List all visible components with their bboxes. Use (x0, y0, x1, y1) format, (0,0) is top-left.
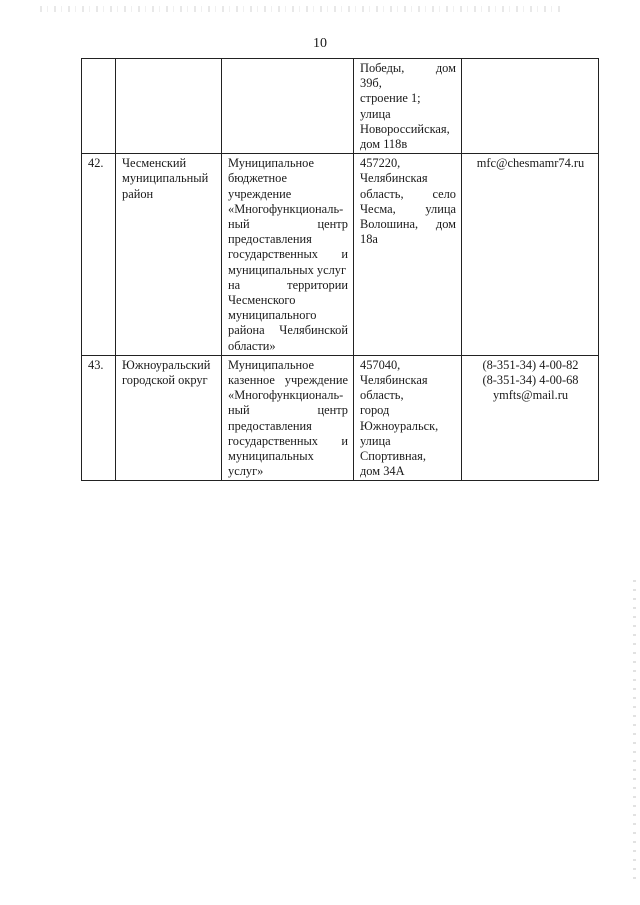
institution-cell (222, 355, 354, 481)
address-line: Победы, дом (360, 61, 456, 75)
table-row (82, 59, 599, 154)
institution-cell (222, 59, 354, 154)
institution-line: бюджетное (228, 171, 288, 186)
table-row (82, 355, 599, 481)
institution-line: предоставления (228, 232, 312, 247)
table-row (82, 154, 599, 356)
contact-email: mfc@chesmamr74.ru (476, 156, 585, 171)
address-cell (354, 154, 462, 356)
row-number: 43. (82, 355, 116, 481)
address-line: Чесма, улица (360, 201, 456, 216)
address-line: дом 118в (360, 137, 408, 152)
address-line: улица (360, 433, 391, 448)
address-line: Южноуральск, (360, 418, 439, 433)
institution-line: учреждение (228, 186, 292, 201)
address-line: Спортивная, (360, 449, 426, 464)
address-line: Челябинская (360, 171, 428, 186)
contact-phone: (8-351-34) 4-00-68 (482, 373, 579, 388)
address-line: 18а (360, 232, 378, 247)
institution-line: муниципальных (228, 449, 314, 464)
institution-line: услуг» (228, 464, 264, 479)
institution-line: государственных и (228, 247, 348, 262)
contact-phone: (8-351-34) 4-00-82 (482, 357, 579, 372)
address-line: Новороссийская, (360, 121, 450, 136)
address-cell (354, 59, 462, 154)
institution-line: ный центр (228, 403, 348, 418)
contacts-cell (462, 154, 599, 356)
municipality-cell (116, 59, 222, 154)
institution-line: муниципального (228, 308, 317, 323)
address-line: область, (360, 388, 404, 403)
institution-line: Чесменского (228, 293, 296, 308)
institution-line: на территории (228, 277, 348, 292)
institution-line: государственных и (228, 433, 348, 448)
row-number (82, 59, 116, 154)
institution-line: ный центр (228, 217, 348, 232)
address-line: дом 34А (360, 464, 405, 479)
contacts-cell (462, 59, 599, 154)
address-cell (354, 355, 462, 481)
institution-cell (222, 154, 354, 356)
contact-email: ymfts@mail.ru (492, 388, 569, 403)
row-number: 42. (82, 154, 116, 356)
institution-line: «Многофункциональ- (228, 388, 344, 403)
institution-line: района Челябинской (228, 323, 348, 338)
institution-line: казенное учреждение (228, 373, 348, 388)
contacts-cell (462, 355, 599, 481)
institution-line: Муниципальное (228, 156, 314, 171)
address-line: город (360, 403, 390, 418)
address-line: 457040, (360, 357, 401, 372)
institution-line: муниципальных услуг (228, 262, 347, 277)
institution-line: Муниципальное (228, 357, 314, 372)
address-line: улица (360, 106, 391, 121)
address-line: область, село (360, 186, 456, 201)
municipality-cell: Чесменский муниципальный район (116, 154, 222, 356)
municipality-cell: Южноуральский городской округ (116, 355, 222, 481)
address-line: 457220, (360, 156, 401, 171)
scan-artifact-top (40, 6, 560, 12)
address-line: 39б, (360, 76, 382, 91)
address-line: Волошина, дом (360, 217, 456, 232)
page-number: 10 (313, 36, 327, 51)
address-line: строение 1; (360, 91, 421, 106)
address-line: Челябинская (360, 373, 428, 388)
mfc-table (81, 58, 599, 481)
institution-line: «Многофункциональ- (228, 201, 344, 216)
scan-artifact-right (633, 580, 636, 880)
institution-line: предоставления (228, 418, 312, 433)
institution-line: области» (228, 338, 276, 353)
